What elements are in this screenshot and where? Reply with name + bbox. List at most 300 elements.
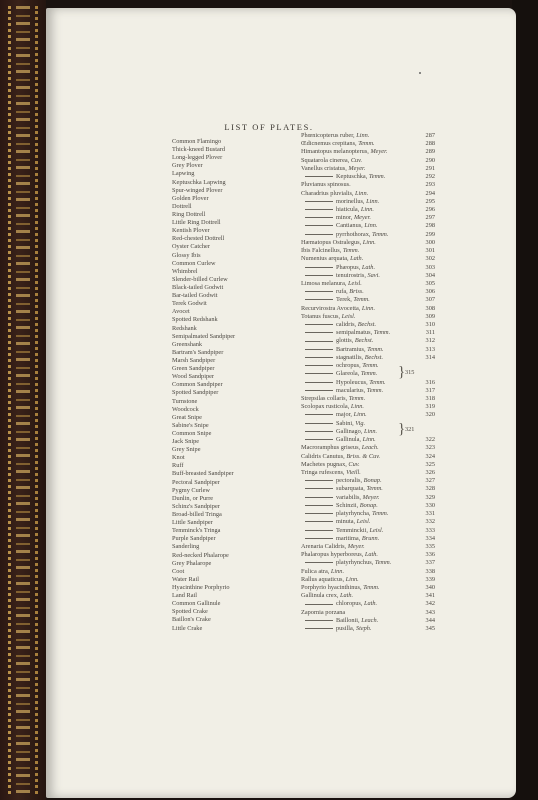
plate-number: 335 bbox=[425, 542, 435, 550]
authority: Lath. bbox=[350, 255, 364, 263]
authority: Lath. bbox=[361, 263, 376, 271]
ditto-dash bbox=[305, 390, 333, 391]
ditto-dash bbox=[305, 480, 333, 481]
plate-number: 341 bbox=[425, 592, 435, 600]
latin-name: semipalmatus, bbox=[336, 329, 374, 337]
authority: Lath. bbox=[363, 600, 378, 608]
authority: Linn. bbox=[353, 411, 367, 419]
ditto-dash bbox=[305, 234, 333, 235]
common-name: Thick-kneed Bustard bbox=[172, 146, 225, 154]
plate-number: 289 bbox=[425, 148, 435, 156]
plate-number: 290 bbox=[425, 156, 435, 164]
common-name: Lapwing bbox=[172, 170, 195, 178]
latin-name: subarquata, bbox=[336, 485, 367, 493]
authority: Meyer. bbox=[370, 148, 388, 156]
common-name: Land Rail bbox=[172, 592, 198, 600]
latin-name-row bbox=[301, 453, 435, 461]
latin-name-row bbox=[301, 559, 435, 567]
common-name-row bbox=[172, 146, 302, 154]
plate-number: 316 bbox=[425, 378, 435, 386]
ditto-dash bbox=[305, 373, 333, 374]
plate-number: 329 bbox=[425, 493, 435, 501]
latin-name: Keptuschka, bbox=[336, 173, 369, 181]
ditto-dash bbox=[305, 562, 333, 563]
common-name-row bbox=[172, 268, 302, 276]
latin-name: Porphyrio hyacinthinus, bbox=[301, 584, 364, 592]
latin-name: Terek, bbox=[336, 296, 354, 304]
common-name: Hyacinthine Porphyrio bbox=[172, 584, 230, 592]
common-name: Common Sandpiper bbox=[172, 381, 223, 389]
latin-name-row bbox=[301, 264, 435, 272]
plate-number: 313 bbox=[425, 345, 435, 353]
plate-number: 339 bbox=[425, 575, 435, 583]
common-name-row bbox=[172, 479, 302, 487]
latin-name: rufa, bbox=[336, 288, 350, 296]
plate-number: 288 bbox=[425, 140, 435, 148]
common-name-row bbox=[172, 195, 302, 203]
latin-name-row bbox=[301, 387, 435, 395]
ditto-dash bbox=[305, 431, 333, 432]
plate-number: 294 bbox=[425, 189, 435, 197]
authority: Meyer. bbox=[347, 542, 365, 550]
authority: Steph. bbox=[355, 625, 372, 633]
common-name: Kentish Plover bbox=[172, 227, 210, 235]
latin-name-row bbox=[301, 247, 435, 255]
common-name: Knot bbox=[172, 454, 185, 462]
authority: Linn. bbox=[361, 304, 376, 312]
common-name-row bbox=[172, 576, 302, 584]
authority: Temm. bbox=[348, 395, 366, 402]
paper-speck bbox=[419, 72, 421, 74]
authority: Bechst. bbox=[354, 337, 374, 345]
latin-name: Temminckii, bbox=[336, 526, 370, 534]
plate-number: 308 bbox=[425, 304, 435, 312]
authority: Linn. bbox=[362, 436, 376, 444]
latin-name-row bbox=[301, 485, 435, 493]
authority: Temm. bbox=[367, 345, 384, 353]
common-name: Grey Plover bbox=[172, 162, 203, 170]
latin-name-row bbox=[301, 617, 435, 625]
common-name: Spotted Crake bbox=[172, 608, 208, 616]
common-name: Sanderling bbox=[172, 543, 200, 551]
common-name-row bbox=[172, 552, 302, 560]
plate-number: 300 bbox=[425, 238, 435, 246]
ditto-dash bbox=[305, 505, 333, 506]
latin-name-row bbox=[301, 305, 435, 313]
common-name-row bbox=[172, 519, 302, 527]
plate-number: 311 bbox=[425, 329, 435, 337]
authority: Leach. bbox=[361, 616, 379, 624]
latin-name: variabilis, bbox=[336, 493, 363, 501]
page-title: LIST OF PLATES. bbox=[224, 122, 314, 132]
plate-number: 306 bbox=[425, 288, 435, 296]
ditto-dash bbox=[305, 365, 333, 366]
common-name: Marsh Sandpiper bbox=[172, 356, 216, 364]
plate-number: 323 bbox=[425, 444, 435, 452]
plate-number: 320 bbox=[425, 411, 435, 419]
common-name: Bartram's Sandpiper bbox=[172, 348, 224, 356]
latin-name: Glareola, bbox=[336, 370, 361, 378]
plate-number: 314 bbox=[425, 353, 435, 361]
common-name: Green Sandpiper bbox=[172, 365, 215, 373]
authority: Temm. bbox=[342, 247, 360, 255]
ditto-dash bbox=[305, 497, 333, 498]
authority: Bechst. bbox=[364, 353, 384, 361]
common-name-row bbox=[172, 341, 302, 349]
common-name: Water Rail bbox=[172, 575, 199, 583]
plate-number: 298 bbox=[425, 222, 435, 230]
common-name: Avocet bbox=[172, 308, 190, 316]
latin-name: Cantianus, bbox=[336, 222, 365, 230]
plate-number: 331 bbox=[425, 510, 435, 518]
common-name-row bbox=[172, 495, 302, 503]
common-name: Red-necked Phalarope bbox=[172, 551, 229, 559]
common-name: Little Crake bbox=[172, 624, 203, 632]
plate-number: 297 bbox=[425, 214, 435, 222]
plate-number: 309 bbox=[425, 312, 435, 320]
common-name-row bbox=[172, 154, 302, 162]
common-name: Spur-winged Plover bbox=[172, 186, 223, 194]
common-name-row bbox=[172, 211, 302, 219]
authority: Briss. & Cuv. bbox=[346, 452, 381, 460]
common-name-row bbox=[172, 560, 302, 568]
authority: Linn. bbox=[356, 132, 370, 139]
authority: Savi. bbox=[367, 271, 380, 279]
ditto-dash bbox=[305, 209, 333, 210]
plate-number: 343 bbox=[425, 608, 435, 616]
common-name: Little Ring Dottrell bbox=[172, 219, 221, 227]
common-name-row bbox=[172, 373, 302, 381]
common-name-row bbox=[172, 503, 302, 511]
latin-name: Recurvirostra Avocetta, bbox=[301, 304, 362, 312]
common-name-row bbox=[172, 349, 302, 357]
common-name: Dottrell bbox=[172, 202, 192, 210]
authority: Lath. bbox=[340, 592, 354, 600]
latin-name-row bbox=[301, 535, 435, 543]
latin-name: Tringa rufescens, bbox=[301, 468, 347, 476]
latin-name: platyrhynchus, bbox=[336, 559, 375, 567]
authority: Linn. bbox=[355, 189, 369, 197]
common-name-row bbox=[172, 227, 302, 235]
ditto-dash bbox=[305, 620, 333, 621]
plate-number: 305 bbox=[425, 279, 435, 287]
latin-name: Macroramphus griseus, bbox=[301, 444, 362, 452]
latin-name-row bbox=[301, 329, 435, 337]
ditto-dash bbox=[305, 291, 333, 292]
authority: Linn. bbox=[363, 427, 378, 435]
ditto-dash bbox=[305, 357, 333, 358]
common-name-row bbox=[172, 406, 302, 414]
authority: Leach. bbox=[361, 444, 379, 452]
plate-number: 334 bbox=[425, 534, 435, 542]
latin-name: Gallinula, bbox=[336, 436, 363, 444]
plate-number: 293 bbox=[425, 181, 435, 189]
latin-name-row bbox=[301, 600, 435, 608]
ditto-dash bbox=[305, 201, 333, 202]
plate-number: 292 bbox=[425, 173, 435, 181]
common-name: Schinz's Sandpiper bbox=[172, 502, 220, 510]
latin-name: minuta, bbox=[336, 518, 357, 526]
latin-name-row bbox=[301, 231, 435, 239]
authority: Temm. bbox=[366, 485, 383, 493]
plate-number: 296 bbox=[425, 205, 435, 213]
ditto-dash bbox=[305, 513, 333, 514]
latin-name-row bbox=[301, 379, 435, 387]
latin-name-row bbox=[301, 337, 435, 345]
latin-name: chloropus, bbox=[336, 600, 364, 608]
authority: Bonap. bbox=[359, 501, 378, 509]
latin-name-row bbox=[301, 527, 435, 535]
latin-name: macularius, bbox=[336, 386, 367, 394]
common-name: Jack Snipe bbox=[172, 438, 200, 446]
common-name-row bbox=[172, 608, 302, 616]
latin-name: Schinzii, bbox=[336, 501, 360, 509]
latin-name: pyrrhothorax, bbox=[336, 230, 373, 238]
latin-name: Arenaria Calidris, bbox=[301, 542, 348, 550]
latin-name: Fulica atra, bbox=[301, 567, 331, 575]
authority: Linn. bbox=[362, 238, 376, 246]
ditto-dash bbox=[305, 267, 333, 268]
latin-name: glottis, bbox=[336, 337, 355, 345]
latin-name-row bbox=[301, 362, 435, 370]
authority: Temm. bbox=[360, 370, 378, 378]
latin-name-row bbox=[301, 436, 435, 444]
latin-name: calidris, bbox=[336, 321, 358, 329]
common-name-row bbox=[172, 219, 302, 227]
latin-name-row bbox=[301, 469, 435, 477]
common-name-row bbox=[172, 357, 302, 365]
common-name: Wood Sandpiper bbox=[172, 373, 214, 381]
latin-name-row bbox=[301, 140, 435, 148]
authority: Temm. bbox=[373, 329, 391, 337]
brace-plate-321: } bbox=[398, 421, 406, 437]
common-name: Sabine's Snipe bbox=[172, 421, 209, 429]
latin-name-row bbox=[301, 584, 435, 592]
authority: Temm. bbox=[358, 140, 375, 148]
common-name-row bbox=[172, 308, 302, 316]
authority: Linn. bbox=[364, 222, 378, 230]
common-name: Glossy Ibis bbox=[172, 251, 201, 259]
common-name-row bbox=[172, 162, 302, 170]
ditto-dash bbox=[305, 341, 333, 342]
plate-number: 324 bbox=[425, 452, 435, 460]
latin-name: Scolopax rusticola, bbox=[301, 403, 351, 411]
authority: Temm. bbox=[366, 386, 384, 394]
latin-name-row bbox=[301, 296, 435, 304]
latin-name-row bbox=[301, 148, 435, 156]
plate-number: 291 bbox=[425, 164, 435, 172]
common-name-row bbox=[172, 422, 302, 430]
common-name: Spotted Sandpiper bbox=[172, 389, 219, 397]
latin-name: Phæopus, bbox=[336, 263, 362, 271]
ditto-dash bbox=[305, 538, 333, 539]
latin-name-row bbox=[301, 444, 435, 452]
latin-name-row bbox=[301, 206, 435, 214]
plate-number: 307 bbox=[425, 296, 435, 304]
common-name: Slender-billed Curlew bbox=[172, 275, 228, 283]
common-name-row bbox=[172, 600, 302, 608]
latin-name: Hæmatopus Ostralegus, bbox=[301, 238, 363, 246]
ditto-dash bbox=[305, 521, 333, 522]
latin-name: Gallinula crex, bbox=[301, 592, 340, 600]
ditto-dash bbox=[305, 349, 333, 350]
common-name-row bbox=[172, 398, 302, 406]
common-name: Little Sandpiper bbox=[172, 519, 213, 527]
authority: Linn. bbox=[350, 403, 364, 411]
ditto-dash bbox=[305, 225, 333, 226]
ditto-dash bbox=[305, 604, 333, 605]
common-name: Temminck's Tringa bbox=[172, 527, 221, 535]
common-name-row bbox=[172, 252, 302, 260]
plate-number: 338 bbox=[425, 567, 435, 575]
brace-plate-number-321: 321 bbox=[405, 426, 415, 433]
authority: Vieill. bbox=[346, 468, 361, 476]
authority: Temm. bbox=[369, 378, 386, 386]
latin-name-row bbox=[301, 321, 435, 329]
authority: Cuv. bbox=[348, 460, 360, 468]
authority: Linn. bbox=[360, 205, 374, 213]
authority: Meyer. bbox=[362, 493, 380, 501]
common-name: Red-chested Dottrell bbox=[172, 235, 225, 243]
authority: Bechst. bbox=[357, 321, 377, 329]
authority: Leisl. bbox=[348, 279, 362, 287]
plate-number: 301 bbox=[425, 247, 435, 255]
latin-name-row bbox=[301, 181, 435, 189]
latin-name: Squatarola cinerea, bbox=[301, 156, 351, 164]
common-name-row bbox=[172, 487, 302, 495]
latin-name-row bbox=[301, 370, 435, 378]
common-name: Golden Plover bbox=[172, 194, 209, 202]
common-name-row bbox=[172, 203, 302, 211]
latin-name: major, bbox=[336, 411, 354, 419]
common-name: Purple Sandpiper bbox=[172, 535, 216, 543]
ditto-dash bbox=[305, 217, 333, 218]
common-name-row bbox=[172, 430, 302, 438]
authority: Meyer. bbox=[353, 214, 371, 222]
latin-name-row bbox=[301, 222, 435, 230]
authority: Temm. bbox=[353, 296, 370, 304]
latin-name-row bbox=[301, 313, 435, 321]
plate-number: 328 bbox=[425, 485, 435, 493]
common-name: Greenshank bbox=[172, 340, 203, 348]
authority: Cuv. bbox=[350, 156, 363, 164]
latin-name: Ibis Falcinellus, bbox=[301, 247, 343, 255]
plate-number: 303 bbox=[425, 263, 435, 271]
plate-number: 333 bbox=[425, 526, 435, 534]
common-name: Pectoral Sandpiper bbox=[172, 478, 220, 486]
common-name: Turnstone bbox=[172, 397, 198, 405]
common-name: Buff-breasted Sandpiper bbox=[172, 470, 234, 478]
common-name-row bbox=[172, 284, 302, 292]
latin-name-row bbox=[301, 395, 435, 403]
latin-name-row bbox=[301, 420, 435, 428]
common-name-row bbox=[172, 584, 302, 592]
common-name: Terek Godwit bbox=[172, 300, 207, 308]
common-name: Dunlin, or Purre bbox=[172, 494, 214, 502]
common-name: Keptuschka Lapwing bbox=[172, 178, 226, 186]
latin-name-row bbox=[301, 346, 435, 354]
latin-name: Limosa melanura, bbox=[301, 279, 349, 287]
authority: Temm. bbox=[372, 230, 389, 238]
latin-name: Vanellus cristatus, bbox=[301, 164, 349, 172]
common-name: Woodcock bbox=[172, 405, 199, 413]
plate-number: 287 bbox=[425, 132, 435, 139]
ditto-dash bbox=[305, 299, 333, 300]
brace-plate-315: } bbox=[398, 364, 406, 380]
ditto-dash bbox=[305, 275, 333, 276]
common-name-row bbox=[172, 446, 302, 454]
common-name: Broad-billed Tringa bbox=[172, 511, 222, 519]
common-name-row bbox=[172, 179, 302, 187]
latin-name: tenuirostris, bbox=[336, 271, 368, 279]
brace-plate-number-315: 315 bbox=[405, 369, 415, 376]
latin-name: ochropus, bbox=[336, 362, 363, 370]
latin-name-row bbox=[301, 280, 435, 288]
latin-name: morinellus, bbox=[336, 197, 367, 205]
latin-name: Himantopus melanopterus, bbox=[301, 148, 371, 156]
ditto-dash bbox=[305, 439, 333, 440]
latin-name-row bbox=[301, 609, 435, 617]
latin-name-row bbox=[301, 494, 435, 502]
common-name: Black-tailed Godwit bbox=[172, 283, 224, 291]
authority: Temm. bbox=[363, 584, 380, 592]
latin-name-row bbox=[301, 239, 435, 247]
latin-name-row bbox=[301, 568, 435, 576]
latin-name: Pluvianus spinosus. bbox=[301, 181, 351, 189]
latin-name-row bbox=[301, 461, 435, 469]
common-names-column bbox=[172, 138, 302, 633]
latin-name-row bbox=[301, 354, 435, 362]
latin-name: Phalaropus hyperboreus, bbox=[301, 551, 365, 559]
plate-number: 310 bbox=[425, 321, 435, 329]
authority: Leisl. bbox=[356, 518, 371, 526]
common-name-row bbox=[172, 543, 302, 551]
plate-number: 330 bbox=[425, 501, 435, 509]
plate-number: 344 bbox=[425, 616, 435, 624]
latin-name: Rallus aquaticus, bbox=[301, 575, 346, 583]
latin-name: Calidris Canutus, bbox=[301, 452, 347, 460]
plate-number: 319 bbox=[425, 403, 435, 411]
common-name-row bbox=[172, 365, 302, 373]
common-name-row bbox=[172, 138, 302, 146]
latin-name: Sabini, bbox=[336, 419, 356, 427]
latin-name: minor, bbox=[336, 214, 354, 222]
latin-name-row bbox=[301, 551, 435, 559]
ditto-dash bbox=[305, 176, 333, 177]
plate-number: 337 bbox=[425, 559, 435, 567]
latin-name-row bbox=[301, 214, 435, 222]
common-name-row bbox=[172, 462, 302, 470]
authority: Brunn. bbox=[361, 534, 380, 542]
common-name-row bbox=[172, 616, 302, 624]
authority: Briss. bbox=[349, 288, 364, 296]
common-name-row bbox=[172, 333, 302, 341]
common-name: Coot bbox=[172, 567, 185, 575]
plate-number: 332 bbox=[425, 518, 435, 526]
latin-name: Phœnicopterus ruber, bbox=[301, 132, 357, 139]
latin-name-row bbox=[301, 173, 435, 181]
common-name-row bbox=[172, 235, 302, 243]
plate-number: 327 bbox=[425, 477, 435, 485]
authority: Linn. bbox=[330, 567, 345, 575]
common-name-row bbox=[172, 592, 302, 600]
authority: Meyer. bbox=[348, 164, 366, 172]
authority: Temm. bbox=[374, 559, 392, 567]
plate-number: 325 bbox=[425, 460, 435, 468]
common-name: Common Flamingo bbox=[172, 138, 222, 145]
common-name-row bbox=[172, 625, 302, 633]
plate-number: 317 bbox=[425, 386, 435, 394]
